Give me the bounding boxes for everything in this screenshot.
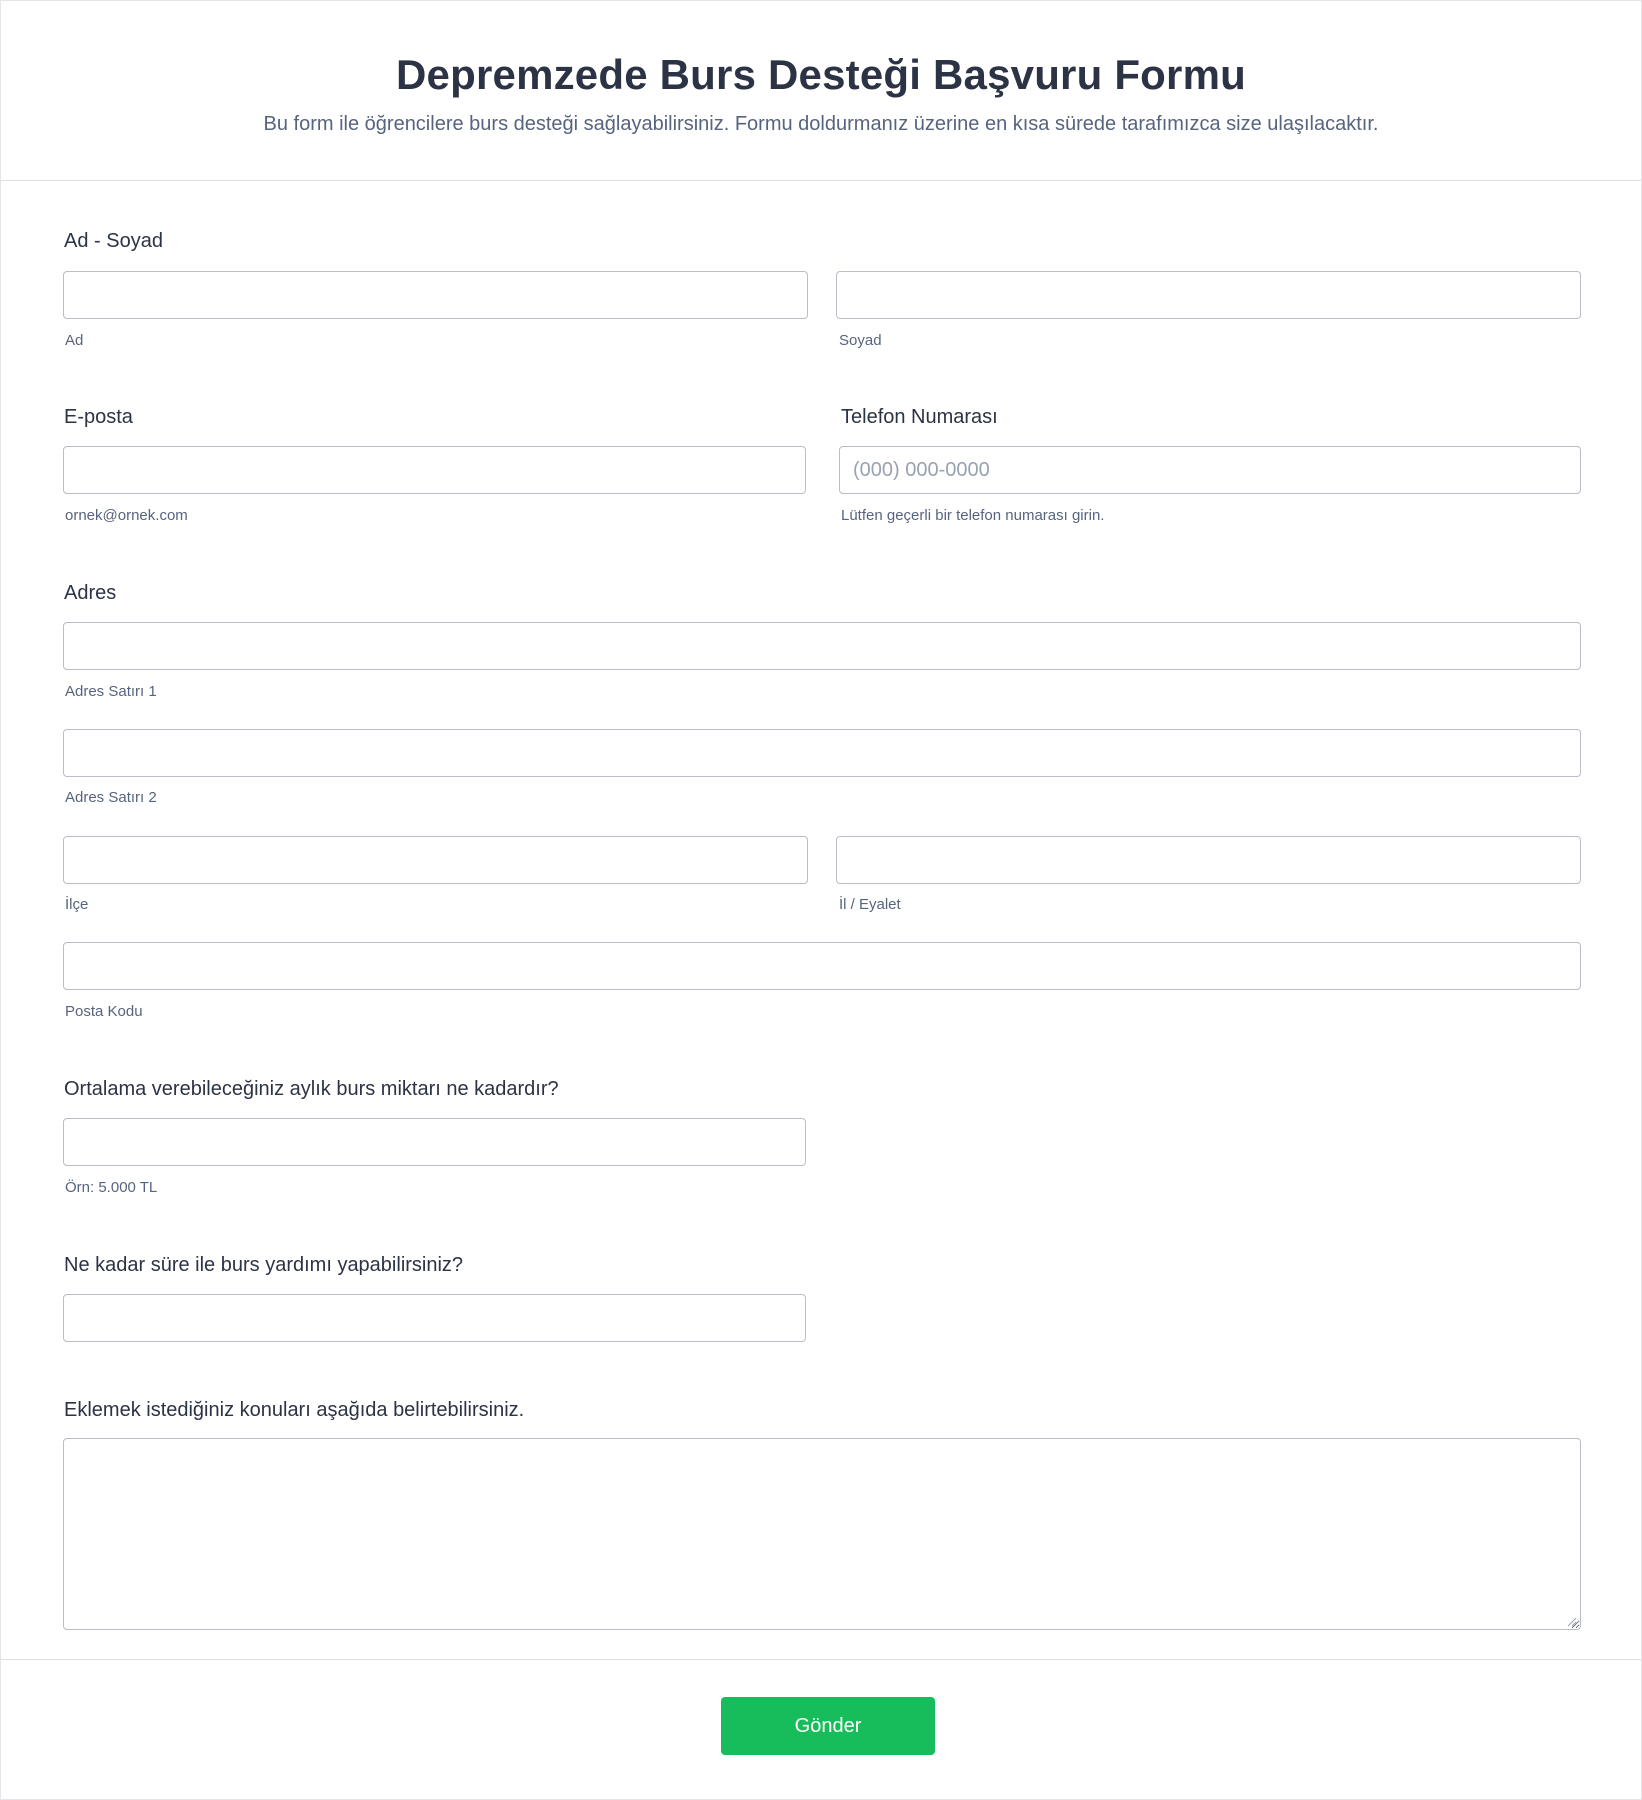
duration-input[interactable]	[63, 1294, 806, 1342]
form-subtitle: Bu form ile öğrencilere burs desteği sağlayabilirsiniz. Formu doldurmanız üzerine en kısa sürede tarafımızca size ulaşılacaktır.	[263, 113, 1379, 135]
province-sublabel: İl / Eyalet	[839, 896, 901, 913]
form-footer	[1, 1659, 1641, 1800]
address-line2-sublabel: Adres Satırı 2	[65, 789, 157, 806]
province-input[interactable]	[836, 836, 1581, 884]
first-name-sublabel: Ad	[65, 332, 84, 349]
address-line2-input[interactable]	[63, 729, 1581, 777]
amount-input[interactable]	[63, 1118, 806, 1166]
last-name-input[interactable]	[836, 271, 1581, 319]
phone-sublabel: Lütfen geçerli bir telefon numarası girin.	[841, 507, 1105, 524]
duration-label: Ne kadar süre ile burs yardımı yapabilirsiniz?	[64, 1254, 464, 1276]
last-name-sublabel: Soyad	[839, 332, 882, 349]
email-input[interactable]	[63, 446, 806, 494]
notes-textarea[interactable]	[63, 1438, 1581, 1630]
postal-code-sublabel: Posta Kodu	[65, 1003, 143, 1020]
postal-code-input[interactable]	[63, 942, 1581, 990]
address-line1-sublabel: Adres Satırı 1	[65, 683, 157, 700]
district-input[interactable]	[63, 836, 808, 884]
amount-label: Ortalama verebileceğiniz aylık burs miktarı ne kadardır?	[64, 1078, 559, 1100]
phone-label: Telefon Numarası	[841, 406, 998, 428]
form-header	[1, 1, 1641, 181]
submit-button[interactable]: Gönder	[721, 1697, 935, 1755]
form-title: Depremzede Burs Desteği Başvuru Formu	[396, 51, 1246, 98]
amount-sublabel: Örn: 5.000 TL	[65, 1179, 158, 1196]
phone-input[interactable]	[839, 446, 1581, 494]
address-line1-input[interactable]	[63, 622, 1581, 670]
address-label: Adres	[64, 582, 117, 604]
district-sublabel: İlçe	[65, 896, 89, 913]
email-label: E-posta	[64, 406, 133, 428]
name-label: Ad - Soyad	[64, 230, 163, 252]
email-sublabel: ornek@ornek.com	[65, 507, 188, 524]
first-name-input[interactable]	[63, 271, 808, 319]
notes-label: Eklemek istediğiniz konuları aşağıda belirtebilirsiniz.	[64, 1399, 525, 1421]
